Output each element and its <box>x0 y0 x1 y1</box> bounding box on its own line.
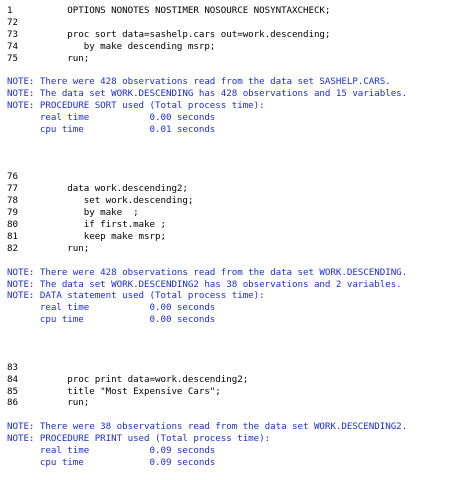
log-line-number: 72 <box>7 16 18 28</box>
log-code-line: 73 proc sort data=sashelp.cars out=work.descending; <box>7 28 331 40</box>
log-timing-line: cpu time 0.01 seconds <box>7 123 216 135</box>
log-code-line: 85 title "Most Expensive Cars"; <box>7 385 221 397</box>
log-note-line: NOTE: There were 428 observations read from the data set SASHELP.CARS. <box>7 76 391 88</box>
log-note-line: NOTE: There were 38 observations read from the data set WORK.DESCENDING2. <box>7 421 408 433</box>
log-note-line: NOTE: There were 428 observations read from the data set WORK.DESCENDING. <box>7 266 408 278</box>
log-code-line: 82 run; <box>7 242 90 254</box>
log-line-number: 83 <box>7 361 18 373</box>
log-timing-line: cpu time 0.09 seconds <box>7 456 216 468</box>
log-code-line: 81 keep make msrp; <box>7 230 166 242</box>
log-code-line: 75 run; <box>7 52 90 64</box>
log-code-line: 79 by make ; <box>7 207 139 219</box>
log-code-line: 80 if first.make ; <box>7 219 166 231</box>
log-code-line: 77 data work.descending2; <box>7 183 188 195</box>
log-note-line: NOTE: PROCEDURE PRINT used (Total process time): <box>7 433 271 445</box>
log-note-line: NOTE: The data set WORK.DESCENDING2 has 38 observations and 2 variables. <box>7 278 402 290</box>
log-timing-line: real time 0.09 seconds <box>7 444 216 456</box>
log-code-line: 74 by make descending msrp; <box>7 40 216 52</box>
log-code-line: 84 proc print data=work.descending2; <box>7 373 249 385</box>
log-code-line: 86 run; <box>7 397 90 409</box>
log-timing-line: real time 0.00 seconds <box>7 302 216 314</box>
log-line-number: 76 <box>7 171 18 183</box>
log-code-line: 78 set work.descending; <box>7 195 194 207</box>
log-timing-line: cpu time 0.00 seconds <box>7 314 216 326</box>
sas-log-window <box>7 5 472 469</box>
log-note-line: NOTE: DATA statement used (Total process time): <box>7 290 265 302</box>
log-note-line: NOTE: The data set WORK.DESCENDING has 428 observations and 15 variables. <box>7 88 408 100</box>
log-note-line: NOTE: PROCEDURE SORT used (Total process time): <box>7 100 265 112</box>
log-timing-line: real time 0.00 seconds <box>7 112 216 124</box>
log-code-line: 1 OPTIONS NONOTES NOSTIMER NOSOURCE NOSYNTAXCHECK; <box>7 5 331 16</box>
